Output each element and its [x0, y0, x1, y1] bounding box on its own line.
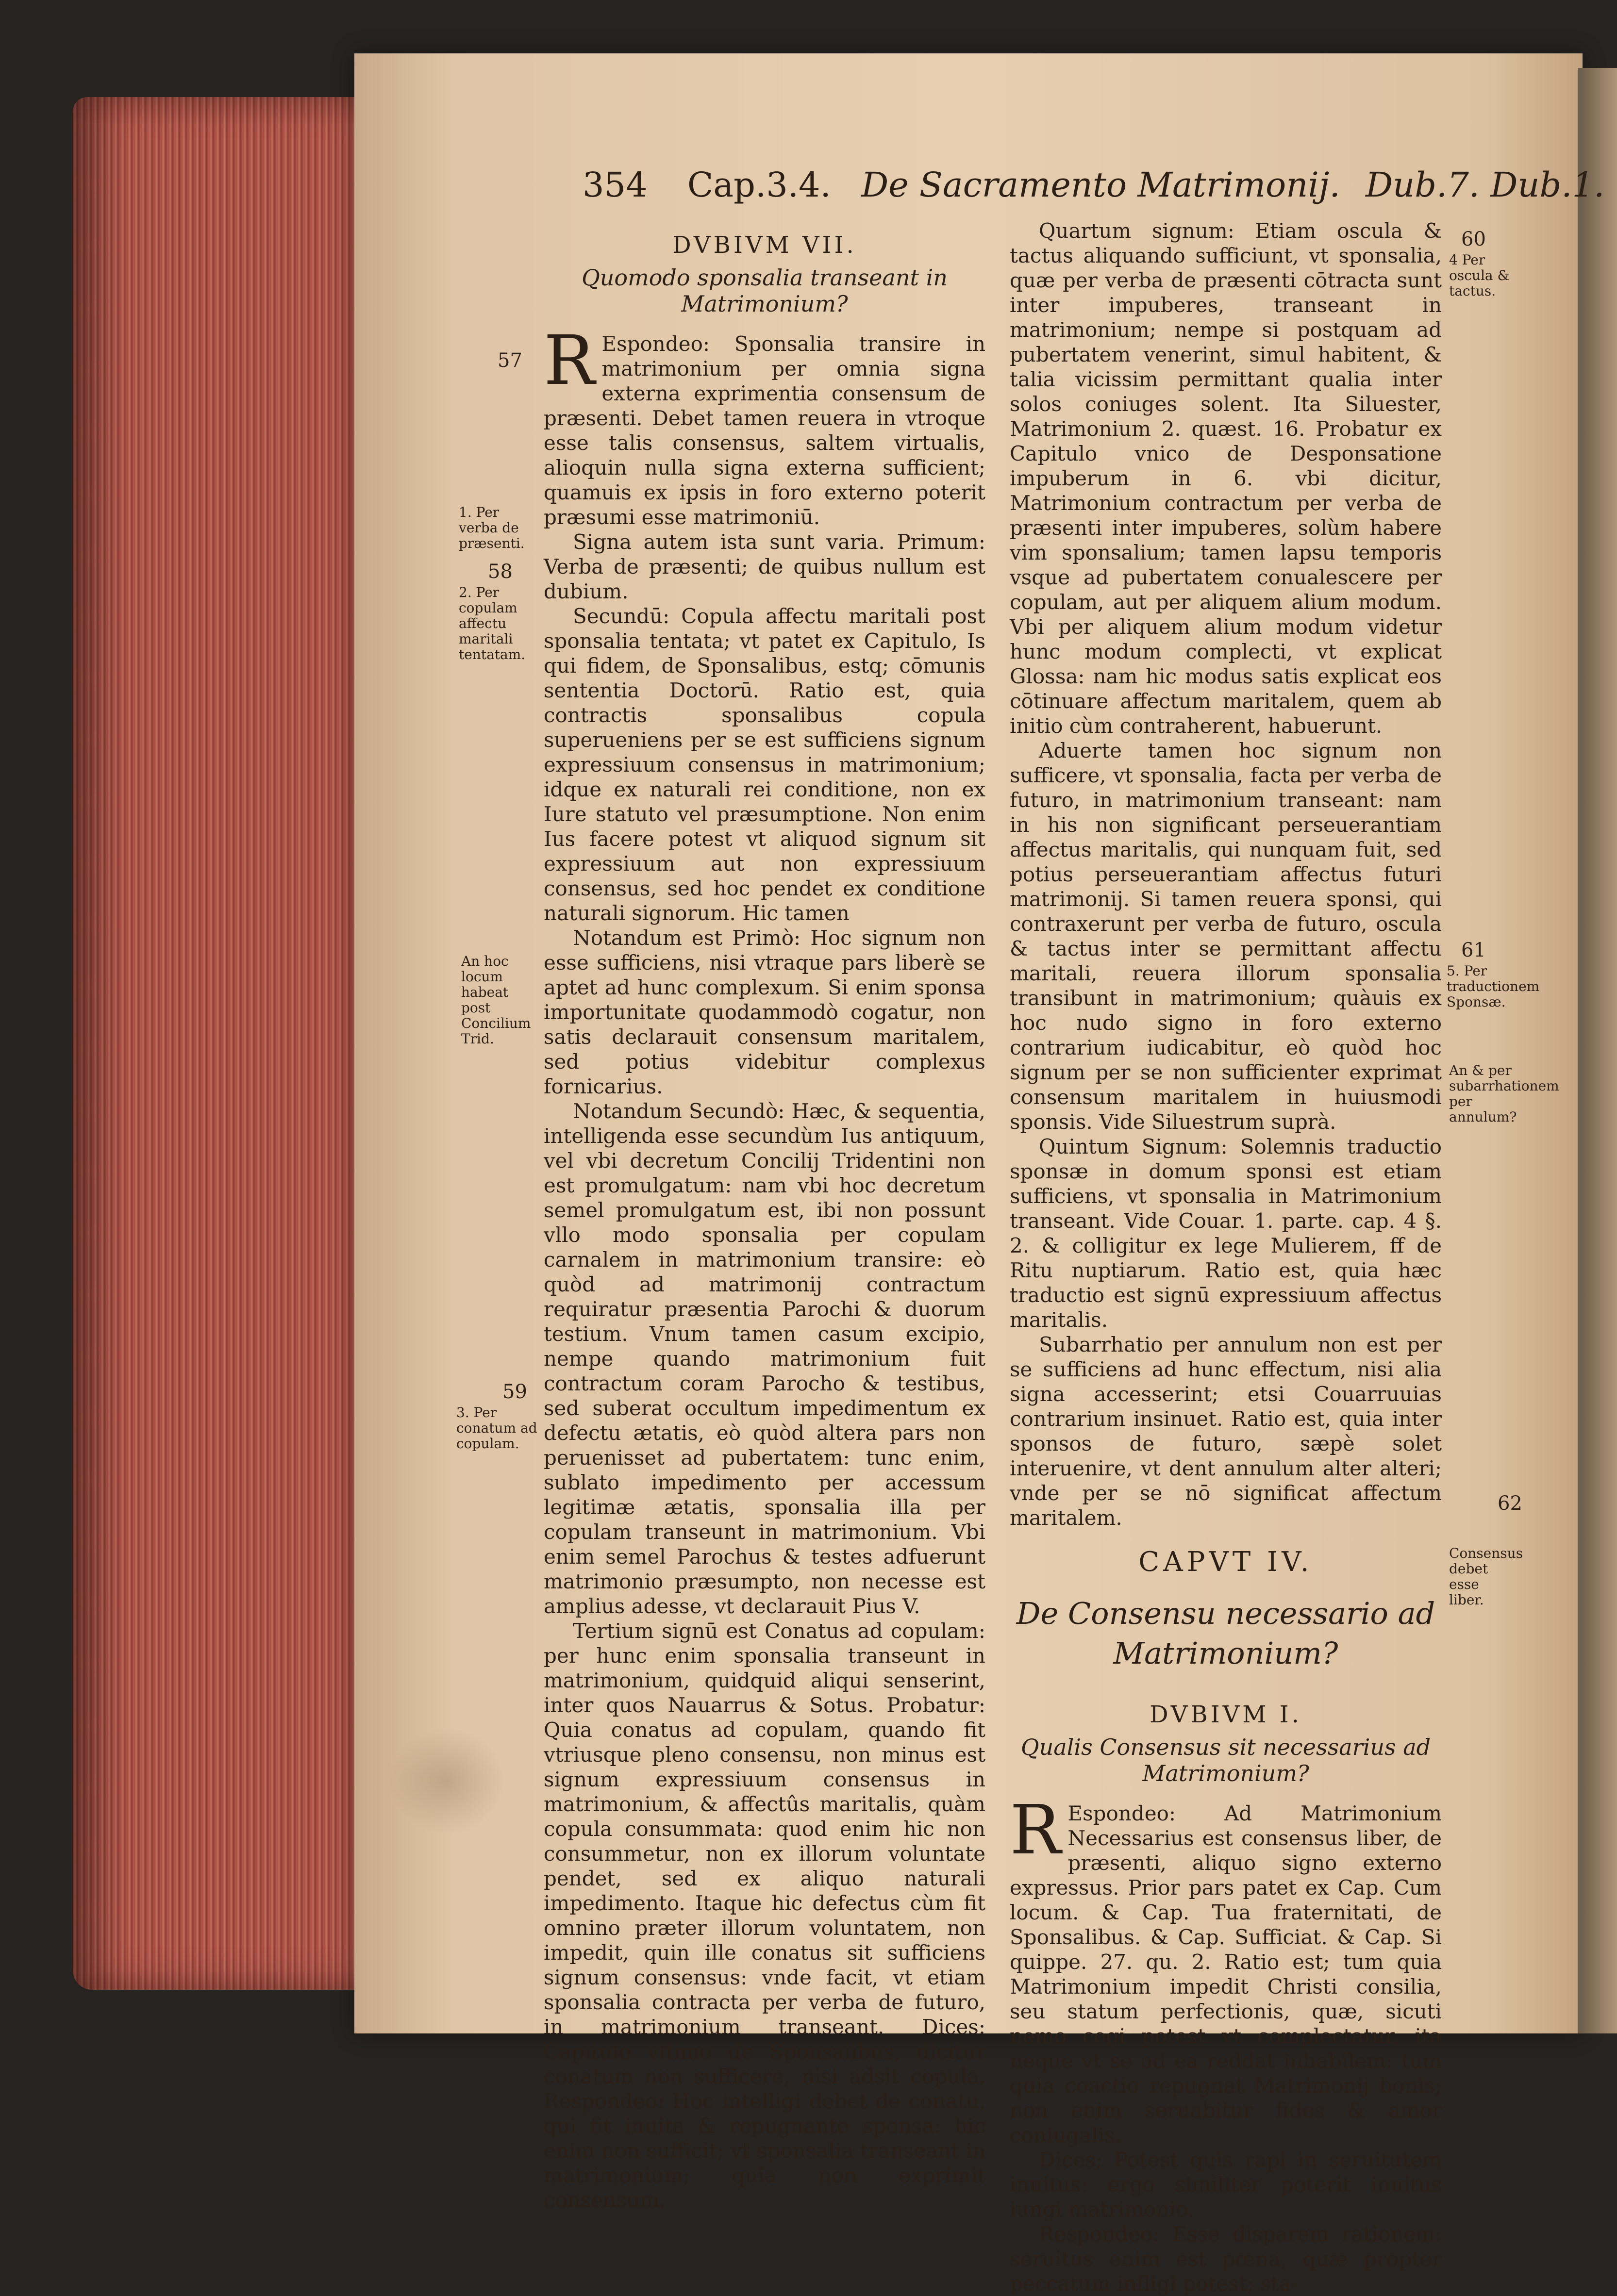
paragraph: R Espondeo: Ad Matrimonium Necessarius est consensus liber, de præsenti, aliquo signo externo expressus. Prior pars patet ex Cap. Cum locum. & Cap. Tua fraternitati, de Sponsalibus. & Cap. Sufficiat. & Cap. Si quippe. 27. qu. 2. Ratio est; tum quia Matrimonium impedit Christi consilia, seu statum perfectionis, quæ, sicuti nemo cogi potest vt complectatur, ita neque vt se ad ea reddat inhabilem: tum quia coactio repugnat Matrimonij bonis; non enim seruabitur fides & amor coniugalis.	[1010, 1791, 1442, 2147]
dubium-ref: Dub.7. Dub.1.	[1365, 165, 1605, 205]
paragraph: Signa autem ista sunt varia. Primum: Verba de præsenti; de quibus nullum est dubium.	[544, 530, 985, 603]
paragraph: Secundū: Copula affectu maritali post sponsalia tentata; vt patet ex Capitulo, Is qui fidem, de Sponsalibus, estq; cōmunis sententia Doctorū. Ratio est, quia contractis sponsalibus copula superueniens per se est sufficiens signum expressiuum consensus in matrimonium; idque ex naturali rei conditione, non ex Iure statuto vel præsumptione. Non enim Ius facere potest vt aliquod signum sit expressiuum aut non expressiuum consensus, sed hoc pendet ex conditione naturali signorum. Hic tamen	[544, 604, 985, 925]
margin-note: An & per subarrhationem per annulum?	[1449, 1062, 1559, 1125]
dubium-question: Qualis Consensus sit necessarius ad Matrimonium?	[1020, 1734, 1431, 1786]
dubium-heading: DVBIVM VII.	[672, 231, 857, 259]
margin-note: 2. Per copulam affectu maritali tentatam.	[459, 584, 526, 662]
paragraph: Aduerte tamen hoc signum non sufficere, vt sponsalia, facta per verba de futuro, in matrimonium transeant: nam in his non significant perseuerantiam affectus maritalis, qui nunquam fuit, sed potius perseuerantiam affectus futuri matrimonij. Si tamen reuera sponsi, qui contraxerunt per verba de futuro, oscula & tactus inter se permittant affectu maritali, reuera illorum sponsalia transibunt in matrimonium; quàuis ex hoc nudo signo in foro externo contrarium iudicabitur, eò quòd hoc signum per se non sufficienter exprimat consensum maritalem in huiusmodi sponsis. Vide Siluestrum suprà.	[1010, 739, 1442, 1134]
drop-cap: R	[1010, 1791, 1061, 1870]
margin-note: 5. Per traductionem Sponsæ.	[1447, 963, 1540, 1010]
page-number: 354	[583, 165, 648, 205]
caput-title: De Consensu necessario ad Matrimonium?	[1016, 1596, 1435, 1671]
drop-cap: R	[544, 321, 595, 400]
margin-note: 3. Per conatum ad copulam.	[456, 1404, 537, 1452]
margin-number: 58	[488, 561, 513, 583]
dubium-heading: DVBIVM I.	[1150, 1701, 1302, 1728]
margin-number: 62	[1498, 1492, 1522, 1515]
chapter-ref: Cap.3.4.	[687, 165, 831, 205]
paragraph: Respondeo: Esse disparem rationem: seruitus enim est pœna, quæ propter peccatum infligi potest; sta-	[1010, 2222, 1442, 2296]
dubium-question: Quomodo sponsalia transeant in Matrimonium?	[582, 264, 948, 317]
margin-note: 4 Per oscula & tactus.	[1449, 252, 1510, 299]
caput-heading: CAPVT IV.	[1138, 1546, 1313, 1578]
paragraph: Tertium signū est Conatus ad copulam: per hunc enim sponsalia transeunt in matrimonium, quidquid aliqui senserint, inter quos Nauarrus & Sotus. Probatur: Quia conatus ad copulam, quando fit vtriusque pleno consensu, non minus est signum expressiuum consensus in matrimonium, & affectûs maritalis, quàm copula consummata: quod enim hic non consummetur, non ex illorum voluntate pendet, sed ex aliquo naturali impedimento. Itaque hic defectus cùm fit omnino præter illorum voluntatem, non impedit, quin ille conatus sit sufficiens signum consensus: vnde facit, vt etiam sponsalia contracta per verba de futuro, in matrimonium transeant. Dices: Capitulo vltimo de Sponsalibus, dicitur conatum non sufficere, nisi adsit copula. Respondeo: Hoc intelligi debet de conatu, qui fit inuita & repugnante sponsa: hic enim non sufficit; vt sponsalia transeant in matrimonium; quia non exprimit consensum.	[544, 1619, 985, 2212]
paragraph: Quartum signum: Etiam oscula & tactus aliquando sufficiunt, vt sponsalia, quæ per verba de præsenti cōtracta sunt inter impuberes, transeant in matrimonium; nempe si postquam ad pubertatem venerint, simul habitent, & talia vicissim permittant qualia inter solos coniuges solent. Ita Siluester, Matrimonium 2. quæst. 16. Probatur ex Capitulo vnico de Desponsatione impuberum in 6. vbi dicitur, Matrimonium contractum per verba de præsenti inter impuberes, solùm habere vim sponsalium; tamen lapsu temporis vsque ad pubertatem conualescere per copulam, aut per aliquem alium modum. Vbi per aliquem alium modum videtur hunc modum complecti, vt explicat Glossa: nam hic modus satis explicat eos cōtinuare affectum maritalem, quem ab initio cùm contraherent, habuerunt.	[1010, 219, 1442, 738]
left-column	[544, 233, 985, 2213]
paragraph: Dices; Potest quis rapi in seruitutem inuitus: ergo similiter poterit inuitus iungi matrimonio.	[1010, 2148, 1442, 2221]
right-column	[1010, 218, 1442, 2296]
margin-number: 60	[1461, 228, 1486, 250]
paragraph: R Espondeo: Sponsalia transire in matrimonium per omnia signa externa exprimentia consensum de præsenti. Debet tamen reuera in vtroque esse talis consensus, saltem virtualis, alioquin nulla signa externa sufficient; quamuis ex ipsis in foro externo poterit præsumi esse matrimoniū.	[544, 321, 985, 529]
margin-number: 57	[498, 349, 522, 372]
paragraph: Quintum Signum: Solemnis traductio sponsæ in domum sponsi est etiam sufficiens, vt sponsalia in Matrimonium transeant. Vide Couar. 1. parte. cap. 4 §. 2. & colligitur ex lege Mulierem, ff de Ritu nuptiarum. Ratio est, quia hæc traductio est signū expressiuum affectus maritalis.	[1010, 1135, 1442, 1332]
margin-note: An hoc locum habeat post Concilium Trid.	[461, 953, 531, 1047]
margin-note: Consensus debet esse liber.	[1449, 1545, 1523, 1608]
paragraph: Subarrhatio per annulum non est per se sufficiens ad hunc effectum, nisi alia signa accesserint; etsi Couarruuias contrarium insinuet. Ratio est, quia inter sponsos de futuro, sæpè solet interuenire, vt dent annulum alter alteri; vnde per se nō significat affectum maritalem.	[1010, 1333, 1442, 1530]
margin-number: 61	[1461, 939, 1486, 961]
paragraph: Notandum Secundò: Hæc, & sequentia, intelligenda esse secundùm Ius antiquum, vel vbi decretum Concilij Tridentini non est promulgatum: nam vbi hoc decretum semel promulgatum est, ibi non possunt vllo modo sponsalia per copulam carnalem in matrimonium transire: eò quòd ad matrimonij contractum requiratur præsentia Parochi & duorum testium. Vnum tamen casum excipio, nempe quando matrimonium fuit contractum coram Parocho & testibus, sed suberat occultum impedimentum ex defectu ætatis, eò quòd altera pars non peruenisset ad pubertatem: tunc enim, sublato impedimento per accessum legitimæ ætatis, sponsalia illa per copulam transeunt in matrimonium. Vbi enim semel Parochus & testes adfuerunt matrimonio præsumpto, non necesse est amplius adesse, vt declarauit Pius V.	[544, 1099, 985, 1618]
paragraph: Notandum est Primò: Hoc signum non esse sufficiens, nisi vtraque pars liberè se aptet ad hunc complexum. Si enim sponsa importunitate quodammodò cogatur, non satis declarauit consensum maritalem, sed potius videbitur complexus fornicarius.	[544, 926, 985, 1098]
margin-number: 59	[502, 1381, 527, 1403]
running-title: De Sacramento Matrimonij.	[861, 165, 1340, 205]
margin-note: 1. Per verba de præsenti.	[459, 504, 525, 551]
facing-page-edge	[1578, 68, 1617, 2033]
paper-stain	[388, 1728, 505, 1834]
book-page-edges	[73, 97, 359, 1990]
running-header	[583, 165, 1605, 205]
